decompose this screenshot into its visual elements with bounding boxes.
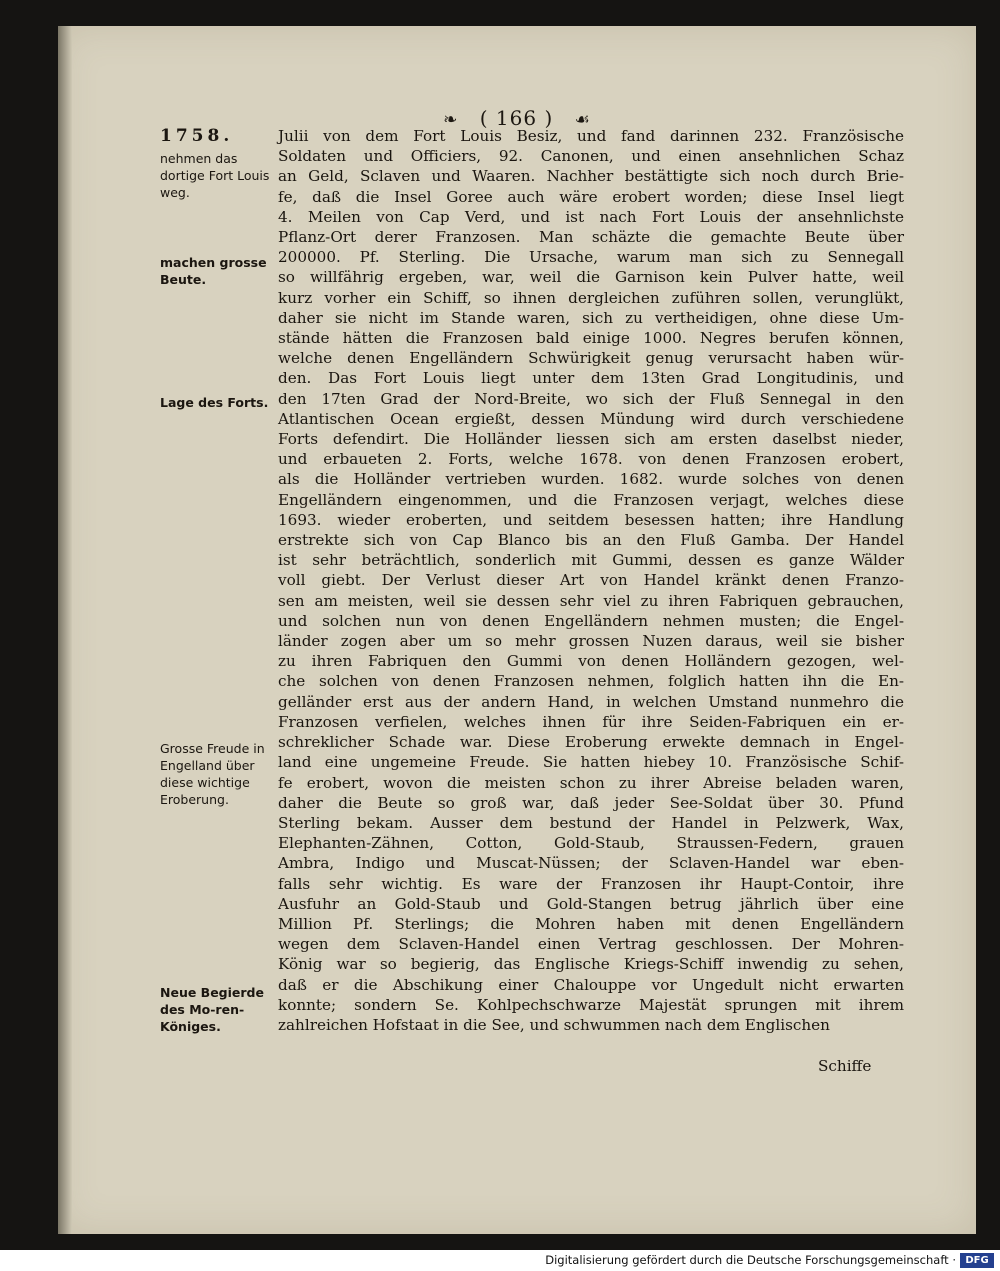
text-line: sen am meisten, weil sie dessen sehr viel zu ihren Fabriquen gebrauchen, (278, 591, 904, 610)
text-line: fe, daß die Insel Goree auch wäre erobert worden; diese Insel liegt (278, 187, 904, 206)
text-line: Atlantischen Ocean ergießt, dessen Mündung wird durch verschiedene (278, 409, 904, 428)
funding-credit[interactable]: Digitalisierung gefördert durch die Deutsche Forschungsgemeinschaft · (545, 1253, 956, 1267)
footer-bar (0, 1250, 1000, 1271)
body-text (278, 126, 904, 1035)
text-line: Million Pf. Sterlings; die Mohren haben mit denen Engelländern (278, 914, 904, 933)
text-line: Soldaten und Officiers, 92. Canonen, und einen ansehnlichen Schaz (278, 147, 904, 166)
text-line: erstrekte sich von Cap Blanco bis an den Fluß Gamba. Der Handel (278, 531, 904, 550)
dfg-logo[interactable]: DFG (960, 1253, 994, 1268)
text-line: ist sehr beträchtlich, sonderlich mit Gummi, dessen es ganze Wälder (278, 551, 904, 570)
text-line: 200000. Pf. Sterling. Die Ursache, warum man sich zu Sennegall (278, 248, 904, 267)
page-number: ( 166 ) (479, 106, 554, 130)
text-line: Elephanten-Zähnen, Cotton, Gold-Staub, Straussen-Federn, grauen (278, 834, 904, 853)
text-line: zu ihren Fabriquen den Gummi von denen Holländern gezogen, wel- (278, 652, 904, 671)
text-line: land eine ungemeine Freude. Sie hatten hiebey 10. Französische Schif- (278, 753, 904, 772)
text-line: Ambra, Indigo und Muscat-Nüssen; der Sclaven-Handel war eben- (278, 854, 904, 873)
margin-note: machen grosse Beute. (160, 255, 267, 287)
text-line: daß er die Abschikung einer Chalouppe vor Ungedult nicht erwarten (278, 975, 904, 994)
margin-note: Neue Begierde des Mo-ren-Königes. (160, 985, 264, 1034)
text-line: 4. Meilen von Cap Verd, und ist nach Fort Louis der ansehnlichste (278, 207, 904, 226)
text-line: den. Das Fort Louis liegt unter dem 13ten Grad Longitudinis, und (278, 369, 904, 388)
text-line: schreklicher Schade war. Diese Eroberung erwekte demnach in Engel- (278, 733, 904, 752)
margin-note: Grosse Freude in Engelland über diese wichtige Eroberung. (160, 741, 265, 807)
text-line: Engelländern eingenommen, und die Franzosen verjagt, welches diese (278, 490, 904, 509)
text-line: voll giebt. Der Verlust dieser Art von Handel kränkt denen Franzo- (278, 571, 904, 590)
text-line: Ausfuhr an Gold-Staub und Gold-Stangen betrug jährlich über eine (278, 894, 904, 913)
text-line: 1693. wieder eroberten, und seitdem besessen hatten; ihre Handlung (278, 510, 904, 529)
text-line: Sterling bekam. Ausser dem bestund der Handel in Pelzwerk, Wax, (278, 813, 904, 832)
text-line: Franzosen verfielen, welches ihnen für ihre Seiden-Fabriquen ein er- (278, 712, 904, 731)
text-line: che solchen von denen Franzosen nehmen, folglich hatten ihn die En- (278, 672, 904, 691)
text-line: daher sie nicht im Stande waren, sich zu vertheidigen, ohne diese Um- (278, 308, 904, 327)
catchword: Schiffe (818, 1057, 872, 1075)
text-line: Forts defendirt. Die Holländer liessen sich am ersten daselbst nieder, (278, 430, 904, 449)
text-line: konnte; sondern Se. Kohlpechschwarze Majestät sprungen mit ihrem (278, 995, 904, 1014)
page-edge-shadow (58, 26, 72, 1234)
margin-note: Lage des Forts. (160, 395, 269, 410)
text-line: und erbaueten 2. Forts, welche 1678. von denen Franzosen erobert, (278, 450, 904, 469)
text-line: Pflanz-Ort derer Franzosen. Man schäzte die gemachte Beute über (278, 228, 904, 247)
text-line: länder zogen aber um so mehr grossen Nuzen daraus, weil sie bisher (278, 632, 904, 651)
text-line: und solchen nun von denen Engelländern nehmen musten; die Engel- (278, 611, 904, 630)
text-line: als die Holländer vertrieben wurden. 1682. wurde solches von denen (278, 470, 904, 489)
text-line: welche denen Engelländern Schwürigkeit genug verursacht haben wür- (278, 349, 904, 368)
text-line: Julii von dem Fort Louis Besiz, und fand darinnen 232. Französische (278, 127, 904, 145)
text-line: zahlreichen Hofstaat in die See, und schwummen nach dem Englischen (278, 1015, 830, 1034)
text-line: fe erobert, wovon die meisten schon zu ihrer Abreise beladen waren, (278, 773, 904, 792)
margin-note: nehmen das dortige Fort Louis weg. (160, 151, 270, 200)
text-line: so willfährig ergeben, war, weil die Garnison kein Pulver hatte, weil (278, 268, 904, 287)
text-line: kurz vorher ein Schiff, so ihnen dergleichen zuführen sollen, verunglükt, (278, 288, 904, 307)
text-line: den 17ten Grad der Nord-Breite, wo sich der Fluß Sennegal in den (278, 389, 904, 408)
text-line: an Geld, Sclaven und Waaren. Nachher bestättigte sich noch durch Brie- (278, 167, 904, 186)
text-line: gelländer erst aus der andern Hand, in welchen Umstand nunmehro die (278, 692, 904, 711)
ornament-right-icon: ☙ (574, 110, 591, 130)
text-line: stände hätten die Franzosen bald einige 1000. Negres berufen können, (278, 329, 904, 348)
ornament-left-icon: ❧ (443, 110, 459, 130)
year-marker: 1758. (160, 126, 234, 146)
text-line: wegen dem Sclaven-Handel einen Vertrag geschlossen. Der Mohren- (278, 935, 904, 954)
text-line: daher die Beute so groß war, daß jeder See-Soldat über 30. Pfund (278, 793, 904, 812)
text-line: König war so begierig, das Englische Kriegs-Schiff inwendig zu sehen, (278, 955, 904, 974)
text-line: falls sehr wichtig. Es ware der Franzosen ihr Haupt-Contoir, ihre (278, 874, 904, 893)
